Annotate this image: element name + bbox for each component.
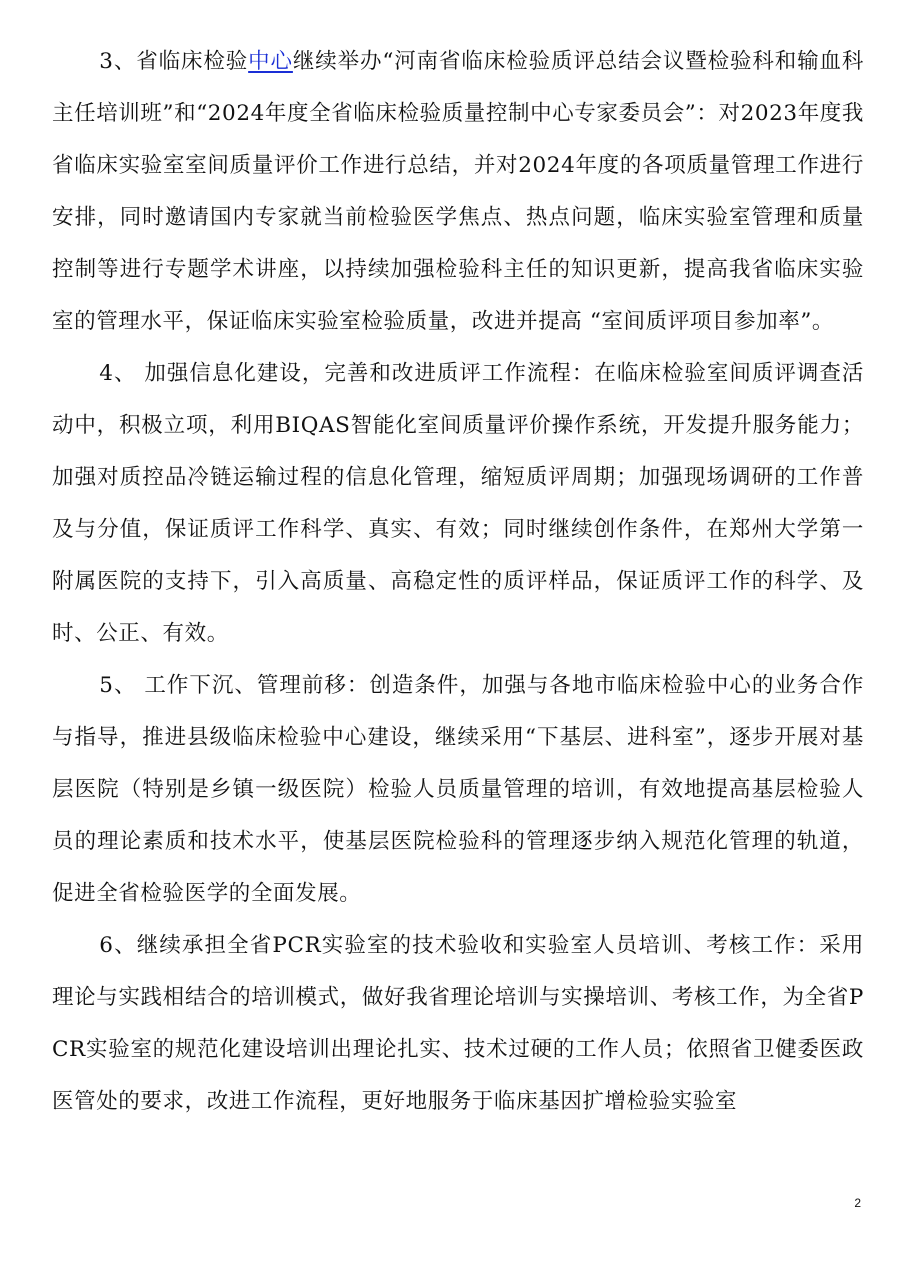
center-link[interactable]: 中心 [248,49,293,74]
paragraph-3-text: 继续举办“河南省临床检验质评总结会议暨检验科和输血科主任培训班”和“2024年度全省临床检验质量控制中心专家委员会”：对2023年度我省临床实验室室间质量评价工作进行总结，并对2024年度的各项质量管理工作进行安排，同时邀请国内专家就当前检验医学焦点、热点问题，临床实验室管理和质量控制等进行专题学术讲座，以持续加强检验科主任的知识更新，提高我省临床实验室的管理水平，保证临床实验室检验质量，改进并提高 “室间质评项目参加率”。 [52,49,865,334]
paragraph-6: 6、继续承担全省PCR实验室的技术验收和实验室人员培训、考核工作：采用理论与实践相结合的培训模式，做好我省理论培训与实操培训、考核工作，为全省PCR实验室的规范化建设培训出理论扎实、技术过硬的工作人员；依照省卫健委医政医管处的要求，改进工作流程，更好地服务于临床基因扩增检验实验室 [52,933,864,1114]
document-body [52,36,864,1128]
paragraph-5: 5、 工作下沉、管理前移：创造条件，加强与各地市临床检验中心的业务合作与指导，推进县级临床检验中心建设，继续采用“下基层、进科室”，逐步开展对基层医院（特别是乡镇一级医院）检验人员质量管理的培训，有效地提高基层检验人员的理论素质和技术水平，使基层医院检验科的管理逐步纳入规范化管理的轨道，促进全省检验医学的全面发展。 [52,673,864,906]
paragraph-3-prefix: 3、省临床检验 [99,49,249,74]
paragraph-4: 4、 加强信息化建设，完善和改进质评工作流程：在临床检验室间质评调查活动中，积极立项，利用BIQAS智能化室间质量评价操作系统，开发提升服务能力；加强对质控品冷链运输过程的信息化管理，缩短质评周期；加强现场调研的工作普及与分值，保证质评工作科学、真实、有效；同时继续创作条件，在郑州大学第一附属医院的支持下，引入高质量、高稳定性的质评样品，保证质评工作的科学、及时、公正、有效。 [52,361,864,646]
page-number: 2 [854,1196,861,1210]
paragraph-3 [52,36,864,348]
